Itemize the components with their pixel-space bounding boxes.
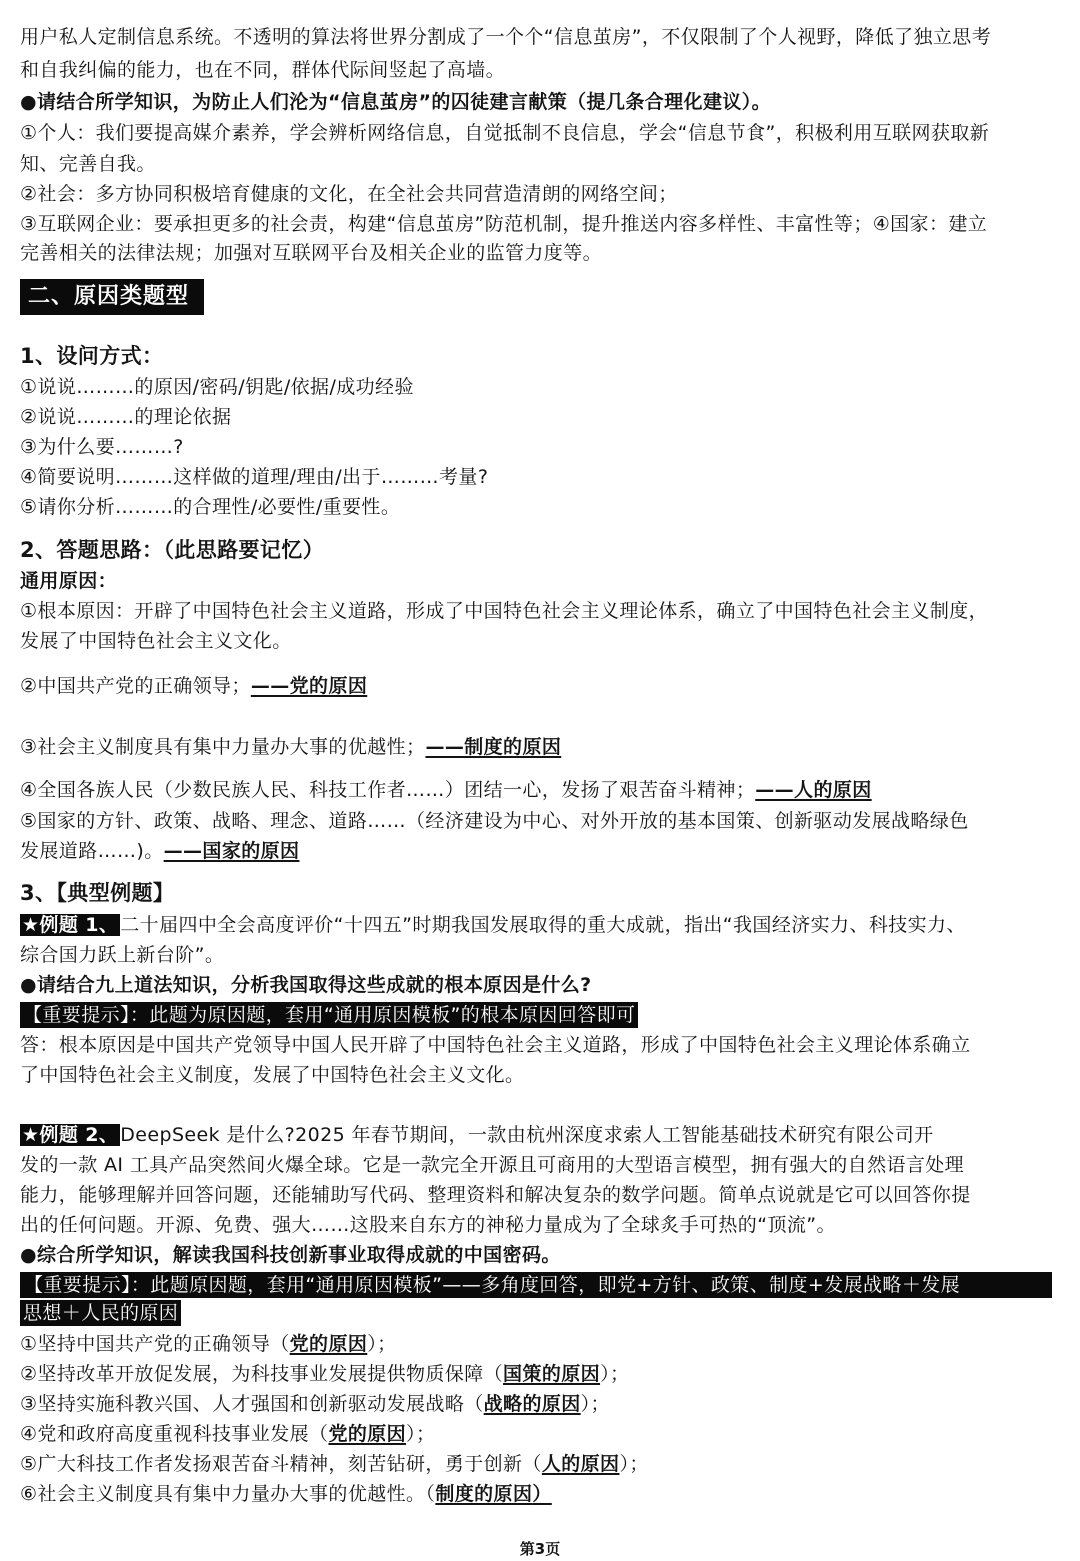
page-number: 第3页 — [519, 1540, 561, 1558]
ask-heading: 1、设问方式： — [20, 344, 164, 368]
answer-end: ）； — [600, 1363, 630, 1385]
answer-end: ）； — [367, 1333, 397, 1355]
answer-text: ⑥社会主义制度具有集中力量办大事的优越性。（ — [20, 1483, 436, 1505]
example-2-answer-1 — [20, 1331, 1060, 1357]
example-2-line-2: 发的一款 AI 工具产品突然间火爆全球。它是一款完全开源且可商用的大型语言模型，拥有强大的自然语言处理 — [20, 1154, 965, 1176]
answer-text: ②坚持改革开放促发展，为科技事业发展提供物质保障（ — [20, 1363, 504, 1385]
example-2-label: ★例题 2、 — [22, 1124, 119, 1146]
answer-end: ）； — [406, 1423, 436, 1445]
reason-4-text: ④全国各族人民（少数民族人民、科技工作者……）团结一心，发扬了艰苦奋斗精神； — [20, 779, 756, 801]
example-2-question: ●综合所学知识，解读我国科技创新事业取得成就的中国密码。 — [20, 1244, 561, 1266]
reason-5b-text: 发展道路……)。 — [20, 840, 164, 862]
example-2-line-4: 出的任何问题。开源、免费、强大……这股来自东方的神秘力量成为了全球炙手可热的“顶流”。 — [20, 1214, 836, 1236]
reason-2 — [20, 673, 1060, 699]
example-1-question: ●请结合九上道法知识，分析我国取得这些成就的根本原因是什么? — [20, 974, 592, 996]
intro-line-1: 用户私人定制信息系统。不透明的算法将世界分割成了一个个“信息茧房”，不仅限制了个人视野，降低了独立思考 — [20, 26, 992, 48]
example-2-answer-2 — [20, 1361, 1060, 1387]
answer-text: ③坚持实施科教兴国、人才强国和创新驱动发展战略（ — [20, 1393, 484, 1415]
ask-item: ⑤请你分析………的合理性/必要性/重要性。 — [20, 496, 401, 518]
answer-tag: 战略的原因 — [483, 1393, 581, 1415]
answer-tag: 国策的原因 — [503, 1363, 601, 1385]
example-1-text: 二十届四中全会高度评价“十四五”时期我国发展取得的重大成就，指出“我国经济实力、科技实力、 — [120, 914, 966, 936]
intro-answer-3b: 完善相关的法律法规；加强对互联网平台及相关企业的监管力度等。 — [20, 242, 603, 264]
ask-item: ②说说………的理论依据 — [20, 406, 232, 428]
example-2-answer-4 — [20, 1421, 1060, 1447]
answer-text: ⑤广大科技工作者发扬艰苦奋斗精神，刻苦钻研，勇于创新（ — [20, 1453, 542, 1475]
example-2-answer-5 — [20, 1451, 1060, 1477]
answer-end: ）； — [580, 1393, 610, 1415]
intro-answer-2: ②社会：多方协同积极培育健康的文化，在全社会共同营造清朗的网络空间； — [20, 183, 678, 205]
reason-4 — [20, 777, 1060, 803]
ask-item: ①说说………的原因/密码/钥匙/依据/成功经验 — [20, 376, 414, 398]
reason-2-text: ②中国共产党的正确领导； — [20, 675, 251, 697]
intro-question: ●请结合所学知识，为防止人们沦为“信息茧房”的囚徒建言献策（提几条合理化建议）。 — [20, 91, 772, 113]
reason-3-text: ③社会主义制度具有集中力量办大事的优越性； — [20, 736, 426, 758]
example-2-line-3: 能力，能够理解并回答问题，还能辅助写代码、整理资料和解决复杂的数学问题。简单点说就是它可以回答你提 — [20, 1184, 971, 1206]
examples-heading: 3、【典型例题】 — [20, 881, 175, 905]
answer-tag: 制度的原因 — [435, 1483, 533, 1505]
approach-subheading: 通用原因： — [20, 570, 118, 592]
example-1-answer-1: 答：根本原因是中国共产党领导中国人民开辟了中国特色社会主义道路，形成了中国特色社会主义理论体系确立 — [20, 1034, 971, 1056]
section-title: 二、原因类题型 — [20, 279, 204, 315]
example-2-hint-line-1: 【重要提示】：此题原因题，套用“通用原因模板”——多角度回答，即党+方针、政策、制度+发展战略＋发展 — [20, 1272, 1052, 1298]
reason-1b: 发展了中国特色社会主义文化。 — [20, 630, 292, 652]
example-1-line-1 — [20, 912, 1060, 938]
example-2-text: DeepSeek 是什么?2025 年春节期间，一款由杭州深度求索人工智能基础技术研究有限公司开 — [120, 1124, 934, 1146]
example-2-hint-line-2: 思想＋人民的原因 — [20, 1300, 181, 1326]
intro-answer-3a: ③互联网企业：要承担更多的社会责，构建“信息茧房”防范机制，提升推送内容多样性、丰富性等；④国家：建立 — [20, 213, 988, 235]
ask-item: ④简要说明………这样做的道理/理由/出于………考量? — [20, 466, 489, 488]
answer-tag: 人的原因 — [541, 1453, 620, 1475]
reason-5a: ⑤国家的方针、政策、战略、理念、道路……（经济建设为中心、对外开放的基本国策、创新驱动发展战略绿色 — [20, 810, 969, 832]
ask-item: ③为什么要………? — [20, 436, 184, 458]
answer-tag: 党的原因 — [328, 1423, 407, 1445]
reason-4-tag: ——人的原因 — [755, 779, 872, 801]
approach-heading: 2、答题思路：（此思路要记忆） — [20, 538, 325, 562]
intro-answer-1b: 知、完善自我。 — [20, 153, 156, 175]
example-2-answer-6 — [20, 1481, 1060, 1507]
example-2-answer-3 — [20, 1391, 1060, 1417]
example-2-hint-row-2 — [20, 1300, 1060, 1326]
example-2-line-1 — [20, 1122, 1060, 1148]
example-1-hint-row — [20, 1002, 1060, 1028]
reason-5-tag: ——国家的原因 — [163, 840, 300, 862]
intro-answer-1a: ①个人：我们要提高媒介素养，学会辨析网络信息，自觉抵制不良信息，学会“信息节食”，积极利用互联网获取新 — [20, 122, 990, 144]
example-1-line-2: 综合国力跃上新台阶”。 — [20, 944, 225, 966]
answer-end: ）； — [619, 1453, 649, 1475]
reason-1a: ①根本原因：开辟了中国特色社会主义道路，形成了中国特色社会主义理论体系，确立了中国特色社会主义制度， — [20, 600, 989, 622]
example-1-label: ★例题 1、 — [22, 914, 119, 936]
answer-tag: 党的原因 — [289, 1333, 368, 1355]
answer-end: ） — [532, 1483, 552, 1505]
answer-text: ④党和政府高度重视科技事业发展（ — [20, 1423, 329, 1445]
answer-text: ①坚持中国共产党的正确领导（ — [20, 1333, 290, 1355]
reason-3-tag: ——制度的原因 — [425, 736, 562, 758]
example-1-answer-2: 了中国特色社会主义制度，发展了中国特色社会主义文化。 — [20, 1064, 525, 1086]
reason-5b — [20, 838, 1060, 864]
reason-2-tag: ——党的原因 — [250, 675, 368, 697]
intro-line-2: 和自我纠偏的能力，也在不同，群体代际间竖起了高墙。 — [20, 59, 506, 81]
example-1-hint: 【重要提示】：此题为原因题，套用“通用原因模板”的根本原因回答即可 — [20, 1002, 638, 1028]
reason-3 — [20, 734, 1060, 760]
